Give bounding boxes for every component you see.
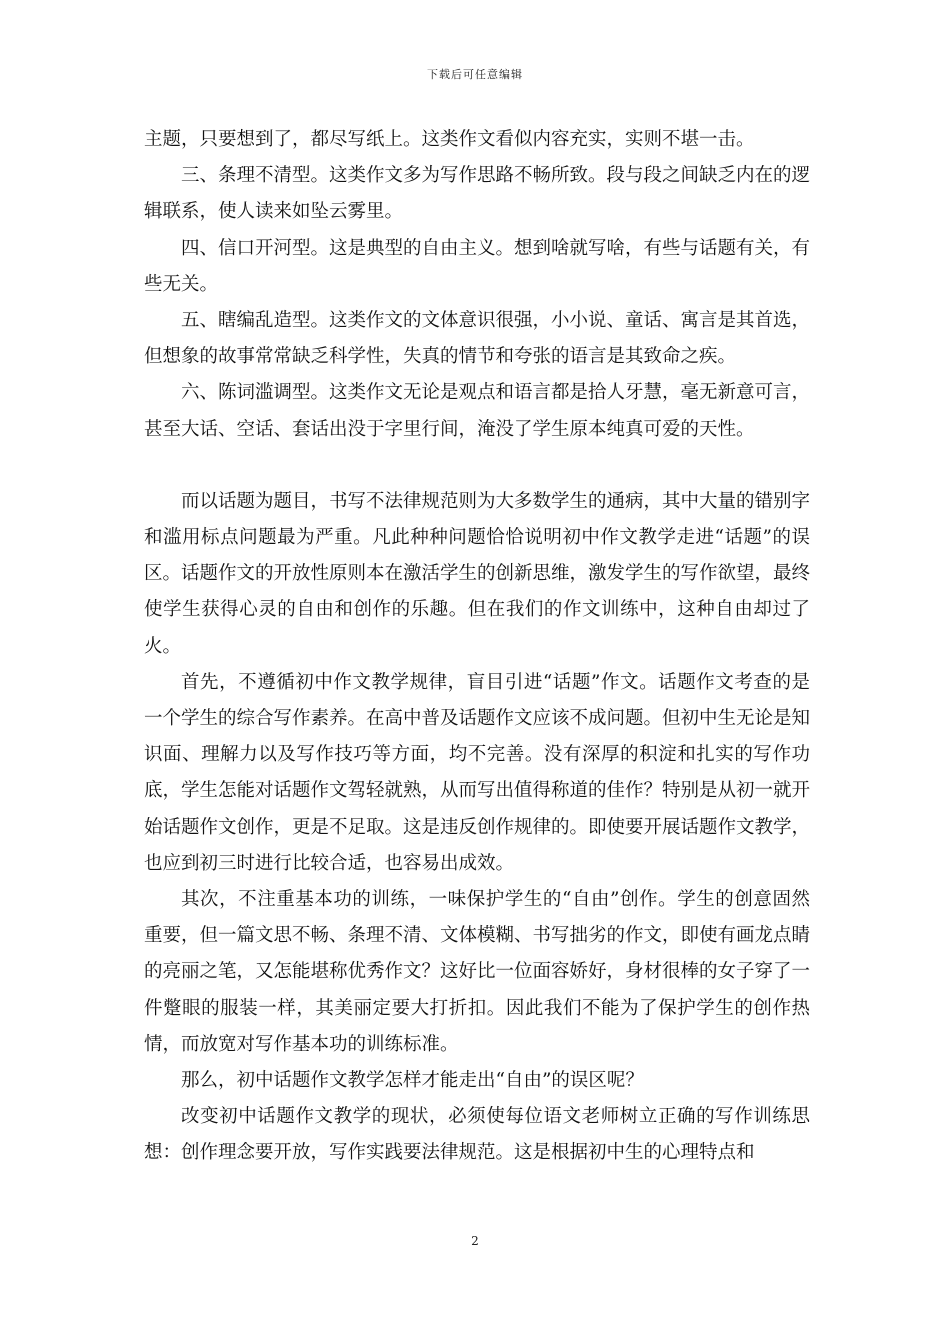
page-number: 2: [471, 1234, 479, 1248]
paragraph-body: 其次，不注重基本功的训练，一味保护学生的“自由”创作。学生的创意固然重要，但一篇文思不畅、条理不清、文体模糊、书写拙劣的作文，即使有画龙点睛的亮丽之笔，又怎能堪称优秀作文？这好比一位面容娇好，身材很棒的女子穿了一件蹩眼的服装一样，其美丽定要大打折扣。因此我们不能为了保护学生的创作热情，而放宽对写作基本功的训练标准。: [144, 889, 811, 1055]
paragraph-continuation: 主题，只要想到了，都尽写纸上。这类作文看似内容充实，实则不堪一击。: [144, 129, 755, 150]
paragraph-body: 改变初中话题作文教学的现状，必须使每位语文老师树立正确的写作训练思想：创作理念要开放，写作实践要法律规范。这是根据初中生的心理特点和: [144, 1106, 810, 1164]
paragraph-item-4: 四、信口开河型。这是典型的自由主义。想到啥就写啥，有些与话题有关，有些无关。: [144, 237, 811, 295]
paragraph-item-5: 五、瞎编乱造型。这类作文的文体意识很强，小小说、童话、寓言是其首选，但想象的故事常常缺乏科学性，失真的情节和夸张的语言是其致命之疾。: [144, 310, 811, 368]
page-header: 下载后可任意编辑: [427, 68, 523, 81]
paragraph-item-6: 六、陈词滥调型。这类作文无论是观点和语言都是拾人牙慧，毫无新意可言，甚至大话、空话、套话出没于字里行间，淹没了学生原本纯真可爱的天性。: [144, 382, 811, 440]
document-body: [144, 122, 810, 1172]
paragraph-body: 首先，不遵循初中作文教学规律，盲目引进“话题”作文。话题作文考查的是一个学生的综合写作素养。在高中普及话题作文应该不成问题。但初中生无论是知识面、理解力以及写作技巧等方面，均不完善。没有深厚的积淀和扎实的写作功底，学生怎能对话题作文驾轻就熟，从而写出值得称道的佳作？特别是从初一就开始话题作文创作，更是不足取。这是违反创作规律的。即使要开展话题作文教学，也应到初三时进行比较合适，也容易出成效。: [144, 671, 811, 874]
paragraph-item-3: 三、条理不清型。这类作文多为写作思路不畅所致。段与段之间缺乏内在的逻辑联系，使人读来如坠云雾里。: [144, 165, 811, 223]
paragraph-body: 而以话题为题目，书写不法律规范则为大多数学生的通病，其中大量的错别字和滥用标点问题最为严重。凡此种种问题恰恰说明初中作文教学走进“话题”的误区。话题作文的开放性原则本在激活学生的创新思维，激发学生的写作欲望，最终使学生获得心灵的自由和创作的乐趣。但在我们的作文训练中，这种自由却过了火。: [144, 490, 811, 657]
paragraph-question: 那么，初中话题作文教学怎样才能走出“自由”的误区呢？: [181, 1070, 644, 1092]
